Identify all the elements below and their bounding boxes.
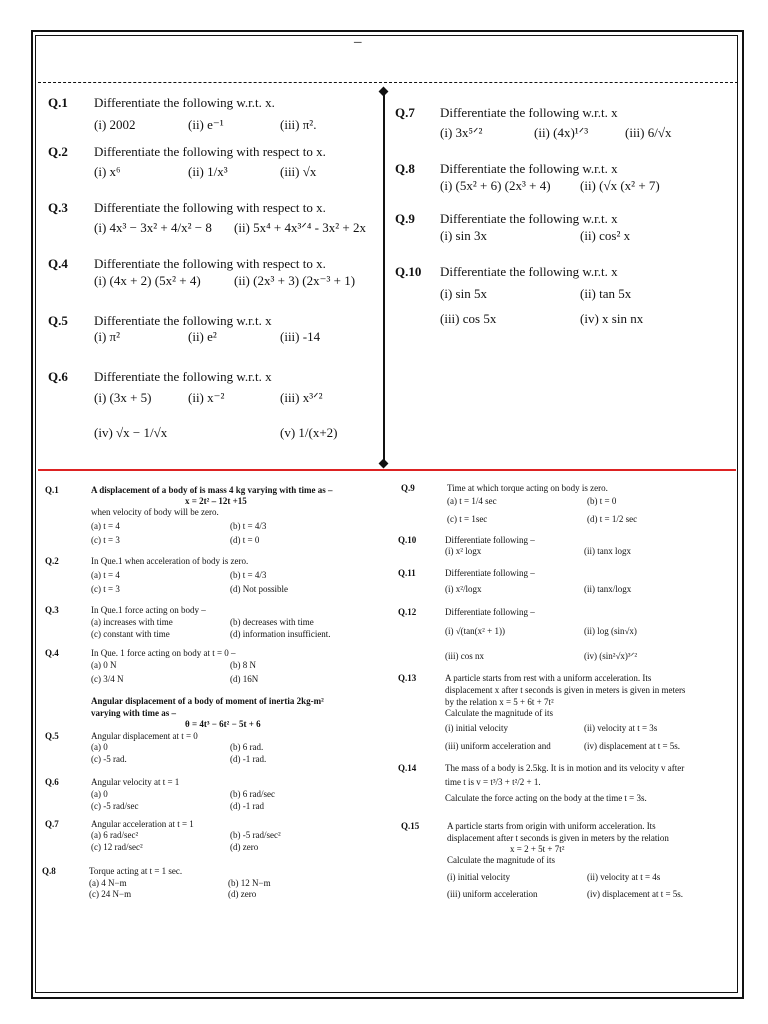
- option: (d) zero: [230, 842, 259, 852]
- question-number: Q.6: [48, 369, 68, 384]
- option: (c) constant with time: [91, 629, 170, 639]
- option: (b) 8 N: [230, 660, 256, 670]
- question-b3-number: Q.3: [45, 605, 59, 615]
- option: (ii) e⁻¹: [188, 117, 224, 132]
- option: (iii) uniform acceleration and: [445, 741, 551, 751]
- option: (iii) uniform acceleration: [447, 889, 538, 899]
- question-b7-number: Q.7: [45, 819, 59, 829]
- question-text: Differentiate the following w.r.t. x: [94, 313, 272, 328]
- question-b12-text: Differentiate following –: [445, 607, 535, 617]
- option: (a) t = 1/4 sec: [447, 496, 497, 506]
- option: (iv) displacement at t = 5s.: [587, 889, 684, 899]
- option: (d) t = 0: [230, 535, 260, 545]
- question-b9-text: Time at which torque acting on body is zero.: [447, 483, 608, 493]
- option: (iii) x³ᐟ²: [280, 390, 323, 405]
- question-b15-formula: x = 2 + 5t + 7t²: [510, 844, 565, 854]
- option: (d) t = 1/2 sec: [587, 514, 638, 524]
- option: (i) (5x² + 6) (2x³ + 4): [440, 178, 551, 193]
- option: (v) 1/(x+2): [280, 425, 338, 440]
- option: (c) t = 1sec: [447, 514, 488, 524]
- option: (b) t = 4/3: [230, 521, 267, 531]
- header-mark: –: [354, 34, 362, 50]
- question-b10-text: Differentiate following –: [445, 535, 535, 545]
- option: (iv) x sin nx: [580, 311, 644, 326]
- option: (i) (4x + 2) (5x² + 4): [94, 273, 201, 288]
- question-text: Differentiate the following w.r.t. x: [440, 264, 618, 279]
- option: (b) 12 N−m: [228, 878, 271, 888]
- question-text: Differentiate the following with respect to x.: [94, 144, 326, 159]
- question-b5-number: Q.5: [45, 731, 59, 741]
- question-b1-number: Q.1: [45, 485, 59, 495]
- question-number: Q.10: [395, 264, 422, 279]
- question-b15-number: Q.15: [401, 821, 420, 831]
- option: (c) -5 rad/sec: [91, 801, 139, 811]
- option: (a) t = 4: [91, 521, 120, 531]
- section-divider: [38, 469, 736, 471]
- option: (ii) (√x (x² + 7): [580, 178, 660, 193]
- option: (iii) cos 5x: [440, 311, 497, 326]
- option: (ii) (2x³ + 3) (2x⁻³ + 1): [234, 273, 356, 288]
- option: (c) 24 N−m: [89, 889, 132, 899]
- option: (iii) cos nx: [445, 651, 484, 661]
- option: (ii) tanx logx: [584, 546, 631, 556]
- option: (i) 3x⁵ᐟ²: [440, 125, 483, 140]
- question-text: Differentiate the following w.r.t. x: [94, 369, 272, 384]
- option: (a) 0: [91, 789, 108, 799]
- passage-formula: θ = 4t³ − 6t² − 5t + 6: [185, 719, 261, 729]
- option: (iv) (sin²√x)³ᐟ²: [584, 651, 638, 661]
- question-number: Q.2: [48, 144, 68, 159]
- question-b13-text: Calculate the magnitude of its: [445, 708, 553, 718]
- option: (ii) tan 5x: [580, 286, 632, 301]
- option: (ii) (4x)¹ᐟ³: [534, 125, 589, 140]
- option: (i) initial velocity: [447, 872, 510, 882]
- passage-text: varying with time as –: [91, 708, 176, 718]
- option: (d) -1 rad.: [230, 754, 267, 764]
- option: (a) 4 N−m: [89, 878, 127, 888]
- option: (iii) -14: [280, 329, 321, 344]
- option: (ii) x⁻²: [188, 390, 225, 405]
- question-b1-text: A displacement of a body of is mass 4 kg varying with time as –: [91, 485, 333, 495]
- option: (ii) cos² x: [580, 228, 631, 243]
- question-text: Differentiate the following w.r.t. x: [440, 211, 618, 226]
- option: (d) -1 rad: [230, 801, 264, 811]
- option: (ii) e²: [188, 329, 217, 344]
- option: (d) 16N: [230, 674, 259, 684]
- option: (c) t = 3: [91, 535, 120, 545]
- option: (i) x⁶: [94, 164, 121, 179]
- question-b14-number: Q.14: [398, 763, 417, 773]
- question-text: Differentiate the following with respect to x.: [94, 200, 326, 215]
- option: (b) -5 rad/sec²: [230, 830, 281, 840]
- option: (ii) log (sin√x): [584, 626, 637, 636]
- question-b5-text: Angular displacement at t = 0: [91, 731, 198, 741]
- question-b4-number: Q.4: [45, 648, 59, 658]
- question-text: Differentiate the following w.r.t. x: [440, 105, 618, 120]
- question-b7-text: Angular acceleration at t = 1: [91, 819, 194, 829]
- question-b15-text: A particle starts from origin with uniform acceleration. Its: [447, 821, 656, 831]
- option: (ii) 1/x³: [188, 164, 228, 179]
- column-divider: [383, 91, 385, 464]
- option: (c) 12 rad/sec²: [91, 842, 143, 852]
- question-b13-text: A particle starts from rest with a uniform acceleration. Its: [445, 673, 652, 683]
- option: (i) x² logx: [445, 546, 482, 556]
- option: (d) zero: [228, 889, 257, 899]
- option: (ii) velocity at t = 4s: [587, 872, 661, 882]
- passage-text: Angular displacement of a body of moment of inertia 2kg-m²: [91, 696, 324, 706]
- question-b1-text: when velocity of body will be zero.: [91, 507, 219, 517]
- option: (i) x²/logx: [445, 584, 482, 594]
- question-b11-text: Differentiate following –: [445, 568, 535, 578]
- question-b6-text: Angular velocity at t = 1: [91, 777, 180, 787]
- option: (i) (3x + 5): [94, 390, 152, 405]
- option: (ii) velocity at t = 3s: [584, 723, 658, 733]
- option: (a) t = 4: [91, 570, 120, 580]
- question-b2-number: Q.2: [45, 556, 59, 566]
- option: (iii) π².: [280, 117, 317, 132]
- option: (ii) tanx/logx: [584, 584, 632, 594]
- option: (ii) 5x⁴ + 4x³ᐟ⁴ - 3x² + 2x: [234, 220, 366, 235]
- option: (d) information insufficient.: [230, 629, 331, 639]
- option: (a) 6 rad/sec²: [91, 830, 139, 840]
- question-b9-number: Q.9: [401, 483, 415, 493]
- option: (c) 3/4 N: [91, 674, 124, 684]
- question-text: Differentiate the following w.r.t. x.: [94, 95, 275, 110]
- option: (b) t = 0: [587, 496, 617, 506]
- question-b8-number: Q.8: [42, 866, 56, 876]
- option: (i) √(tan(x² + 1)): [445, 626, 505, 636]
- option: (i) 4x³ − 3x² + 4/x² − 8: [94, 220, 212, 235]
- question-b1-formula: x = 2t² – 12t +15: [185, 496, 247, 506]
- option: (b) 6 rad.: [230, 742, 264, 752]
- question-b6-number: Q.6: [45, 777, 59, 787]
- question-number: Q.4: [48, 256, 68, 271]
- option: (iv) displacement at t = 5s.: [584, 741, 681, 751]
- option: (a) increases with time: [91, 617, 173, 627]
- option: (a) 0 N: [91, 660, 117, 670]
- question-b15-text: displacement after t seconds is given in meters by the relation: [447, 833, 669, 843]
- option: (c) t = 3: [91, 584, 120, 594]
- question-number: Q.5: [48, 313, 68, 328]
- option: (i) 2002: [94, 117, 136, 132]
- question-b13-number: Q.13: [398, 673, 417, 683]
- question-b4-text: In Que. 1 force acting on body at t = 0 –: [91, 648, 236, 658]
- option: (i) sin 5x: [440, 286, 487, 301]
- question-number: Q.7: [395, 105, 415, 120]
- question-b8-text: Torque acting at t = 1 sec.: [89, 866, 183, 876]
- option: (b) 6 rad/sec: [230, 789, 275, 799]
- question-number: Q.1: [48, 95, 68, 110]
- option: (b) t = 4/3: [230, 570, 267, 580]
- question-number: Q.8: [395, 161, 415, 176]
- question-number: Q.9: [395, 211, 415, 226]
- option: (c) -5 rad.: [91, 754, 127, 764]
- option: (b) decreases with time: [230, 617, 314, 627]
- question-b11-number: Q.11: [398, 568, 416, 578]
- question-b14-text: The mass of a body is 2.5kg. It is in motion and its velocity v after: [445, 763, 685, 773]
- question-text: Differentiate the following with respect to x.: [94, 256, 326, 271]
- question-b12-number: Q.12: [398, 607, 417, 617]
- question-text: Differentiate the following w.r.t. x: [440, 161, 618, 176]
- option: (iii) √x: [280, 164, 317, 179]
- question-b2-text: In Que.1 when acceleration of body is zero.: [91, 556, 249, 566]
- question-b13-text: by the relation x = 5 + 6t + 7t²: [445, 697, 554, 707]
- question-b15-text: Calculate the magnitude of its: [447, 855, 555, 865]
- option: (a) 0: [91, 742, 108, 752]
- question-b10-number: Q.10: [398, 535, 417, 545]
- option: (i) π²: [94, 329, 120, 344]
- question-b13-text: displacement x after t seconds is given in meters is given in meters: [445, 685, 686, 695]
- option: (i) initial velocity: [445, 723, 508, 733]
- question-b14-text: time t is v = t³/3 + t²/2 + 1.: [445, 777, 541, 787]
- header-divider: [38, 82, 738, 83]
- question-number: Q.3: [48, 200, 68, 215]
- option: (iv) √x − 1/√x: [94, 425, 168, 440]
- question-b14-text: Calculate the force acting on the body at the time t = 3s.: [445, 793, 647, 803]
- option: (d) Not possible: [230, 584, 288, 594]
- question-b3-text: In Que.1 force acting on body –: [91, 605, 206, 615]
- option: (iii) 6/√x: [625, 125, 672, 140]
- option: (i) sin 3x: [440, 228, 487, 243]
